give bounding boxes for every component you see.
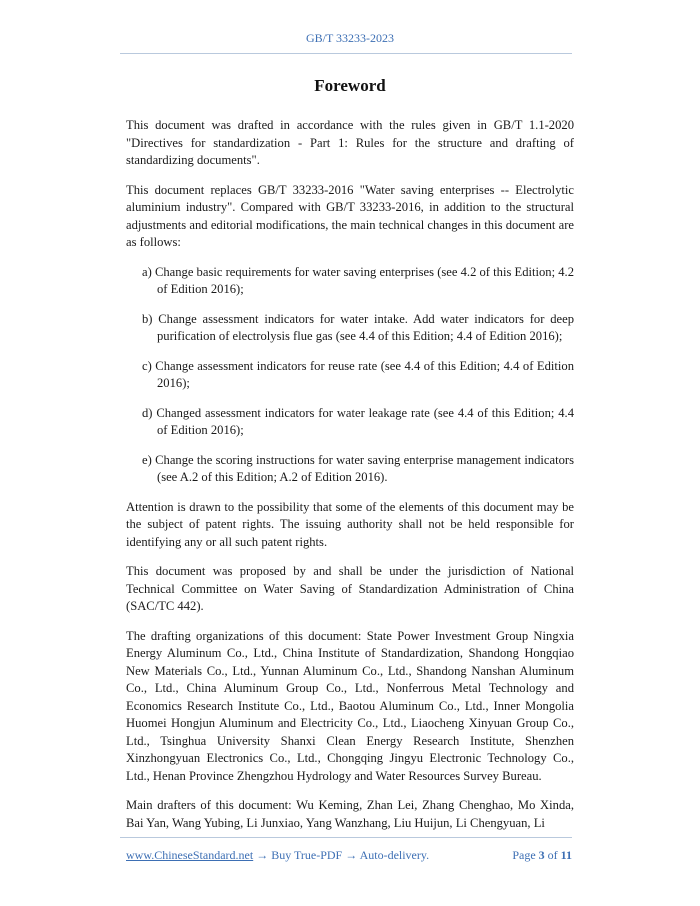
- page-of: of: [547, 848, 558, 862]
- page-current: 3: [538, 848, 545, 862]
- site-link[interactable]: www.ChineseStandard.net: [126, 848, 254, 862]
- list-item: a) Change basic requirements for water saving enterprises (see 4.2 of this Edition; 4.2 of Edition 2016);: [142, 264, 574, 296]
- paragraph: Main drafters of this document: Wu Keming, Zhan Lei, Zhang Chenghao, Mo Xinda, Bai Yan, Wang Yubing, Li Junxiao, Yang Wanzhang, Liu Huijun, Li Chengyuan, Li: [126, 798, 574, 830]
- list-item: d) Changed assessment indicators for water leakage rate (see 4.4 of this Edition; 4.4 of Edition 2016);: [142, 405, 574, 437]
- page-number: [512, 848, 572, 863]
- page-header: [0, 31, 700, 46]
- list-item: e) Change the scoring instructions for water saving enterprise management indicators (see A.2 of this Edition; A.2 of Edition 2016).: [142, 452, 574, 484]
- paragraph: This document was drafted in accordance with the rules given in GB/T 1.1-2020 "Directives for standardization - Part 1: Rules for the structure and drafting of standardizing documents".: [126, 118, 574, 167]
- paragraph: This document replaces GB/T 33233-2016 "Water saving enterprises -- Electrolytic aluminium industry". Compared with GB/T 33233-2016, in addition to the structural adjustments and editorial modifications, the main technical changes in this document are as follows:: [126, 182, 574, 249]
- footer-divider: [120, 837, 572, 838]
- header-divider: [120, 53, 572, 54]
- footer-promo: [126, 848, 429, 863]
- document-body: [126, 117, 574, 844]
- paragraph: The drafting organizations of this document: State Power Investment Group Ningxia Energy Aluminum Co., Ltd., China Institute of Standardization, Shandong Hongqiao New Materials Co., Ltd., Yunnan Aluminum Co., Ltd., Shandong Nanshan Aluminum Co., Ltd., China Aluminum Group Co., Ltd., Nonferrous Metal Technology and Economics Research Institute Co., Ltd., Baotou Aluminum Co., Ltd., Inner Mongolia Huomei Hongjun Aluminum and Electricity Co., Ltd., Liaocheng Xinyuan Group Co., Ltd., Tsinghua University Shanxi Clean Energy Research Institute, Shenzhen Xinzhongyuan Electronics Co., Ltd., Chongqing Jingyu Electronic Technology Co., Ltd., Henan Province Zhengzhou Hydrology and Water Resources Survey Bureau.: [126, 628, 574, 783]
- promo-text: → Buy True-PDF → Auto-delivery.: [253, 848, 430, 862]
- page-title: Foreword: [314, 76, 386, 95]
- paragraph: Attention is drawn to the possibility that some of the elements of this document may be the subject of patent rights. The issuing authority shall not be held responsible for identifying any or all such patent rights.: [126, 499, 574, 549]
- list-item: c) Change assessment indicators for reuse rate (see 4.4 of this Edition; 4.4 of Edition 2016);: [142, 358, 574, 390]
- page-label: Page: [512, 848, 536, 862]
- list-item: b) Change assessment indicators for water intake. Add water indicators for deep purification of electrolysis flue gas (see 4.4 of this Edition; 4.4 of Edition 2016);: [142, 311, 574, 343]
- page-total: 11: [560, 848, 572, 862]
- changes-list: [126, 264, 574, 487]
- paragraph: This document was proposed by and shall be under the jurisdiction of National Technical Committee on Water Saving of Standardization Administration of China (SAC/TC 442).: [126, 564, 574, 613]
- document-number: GB/T 33233-2023: [305, 31, 395, 45]
